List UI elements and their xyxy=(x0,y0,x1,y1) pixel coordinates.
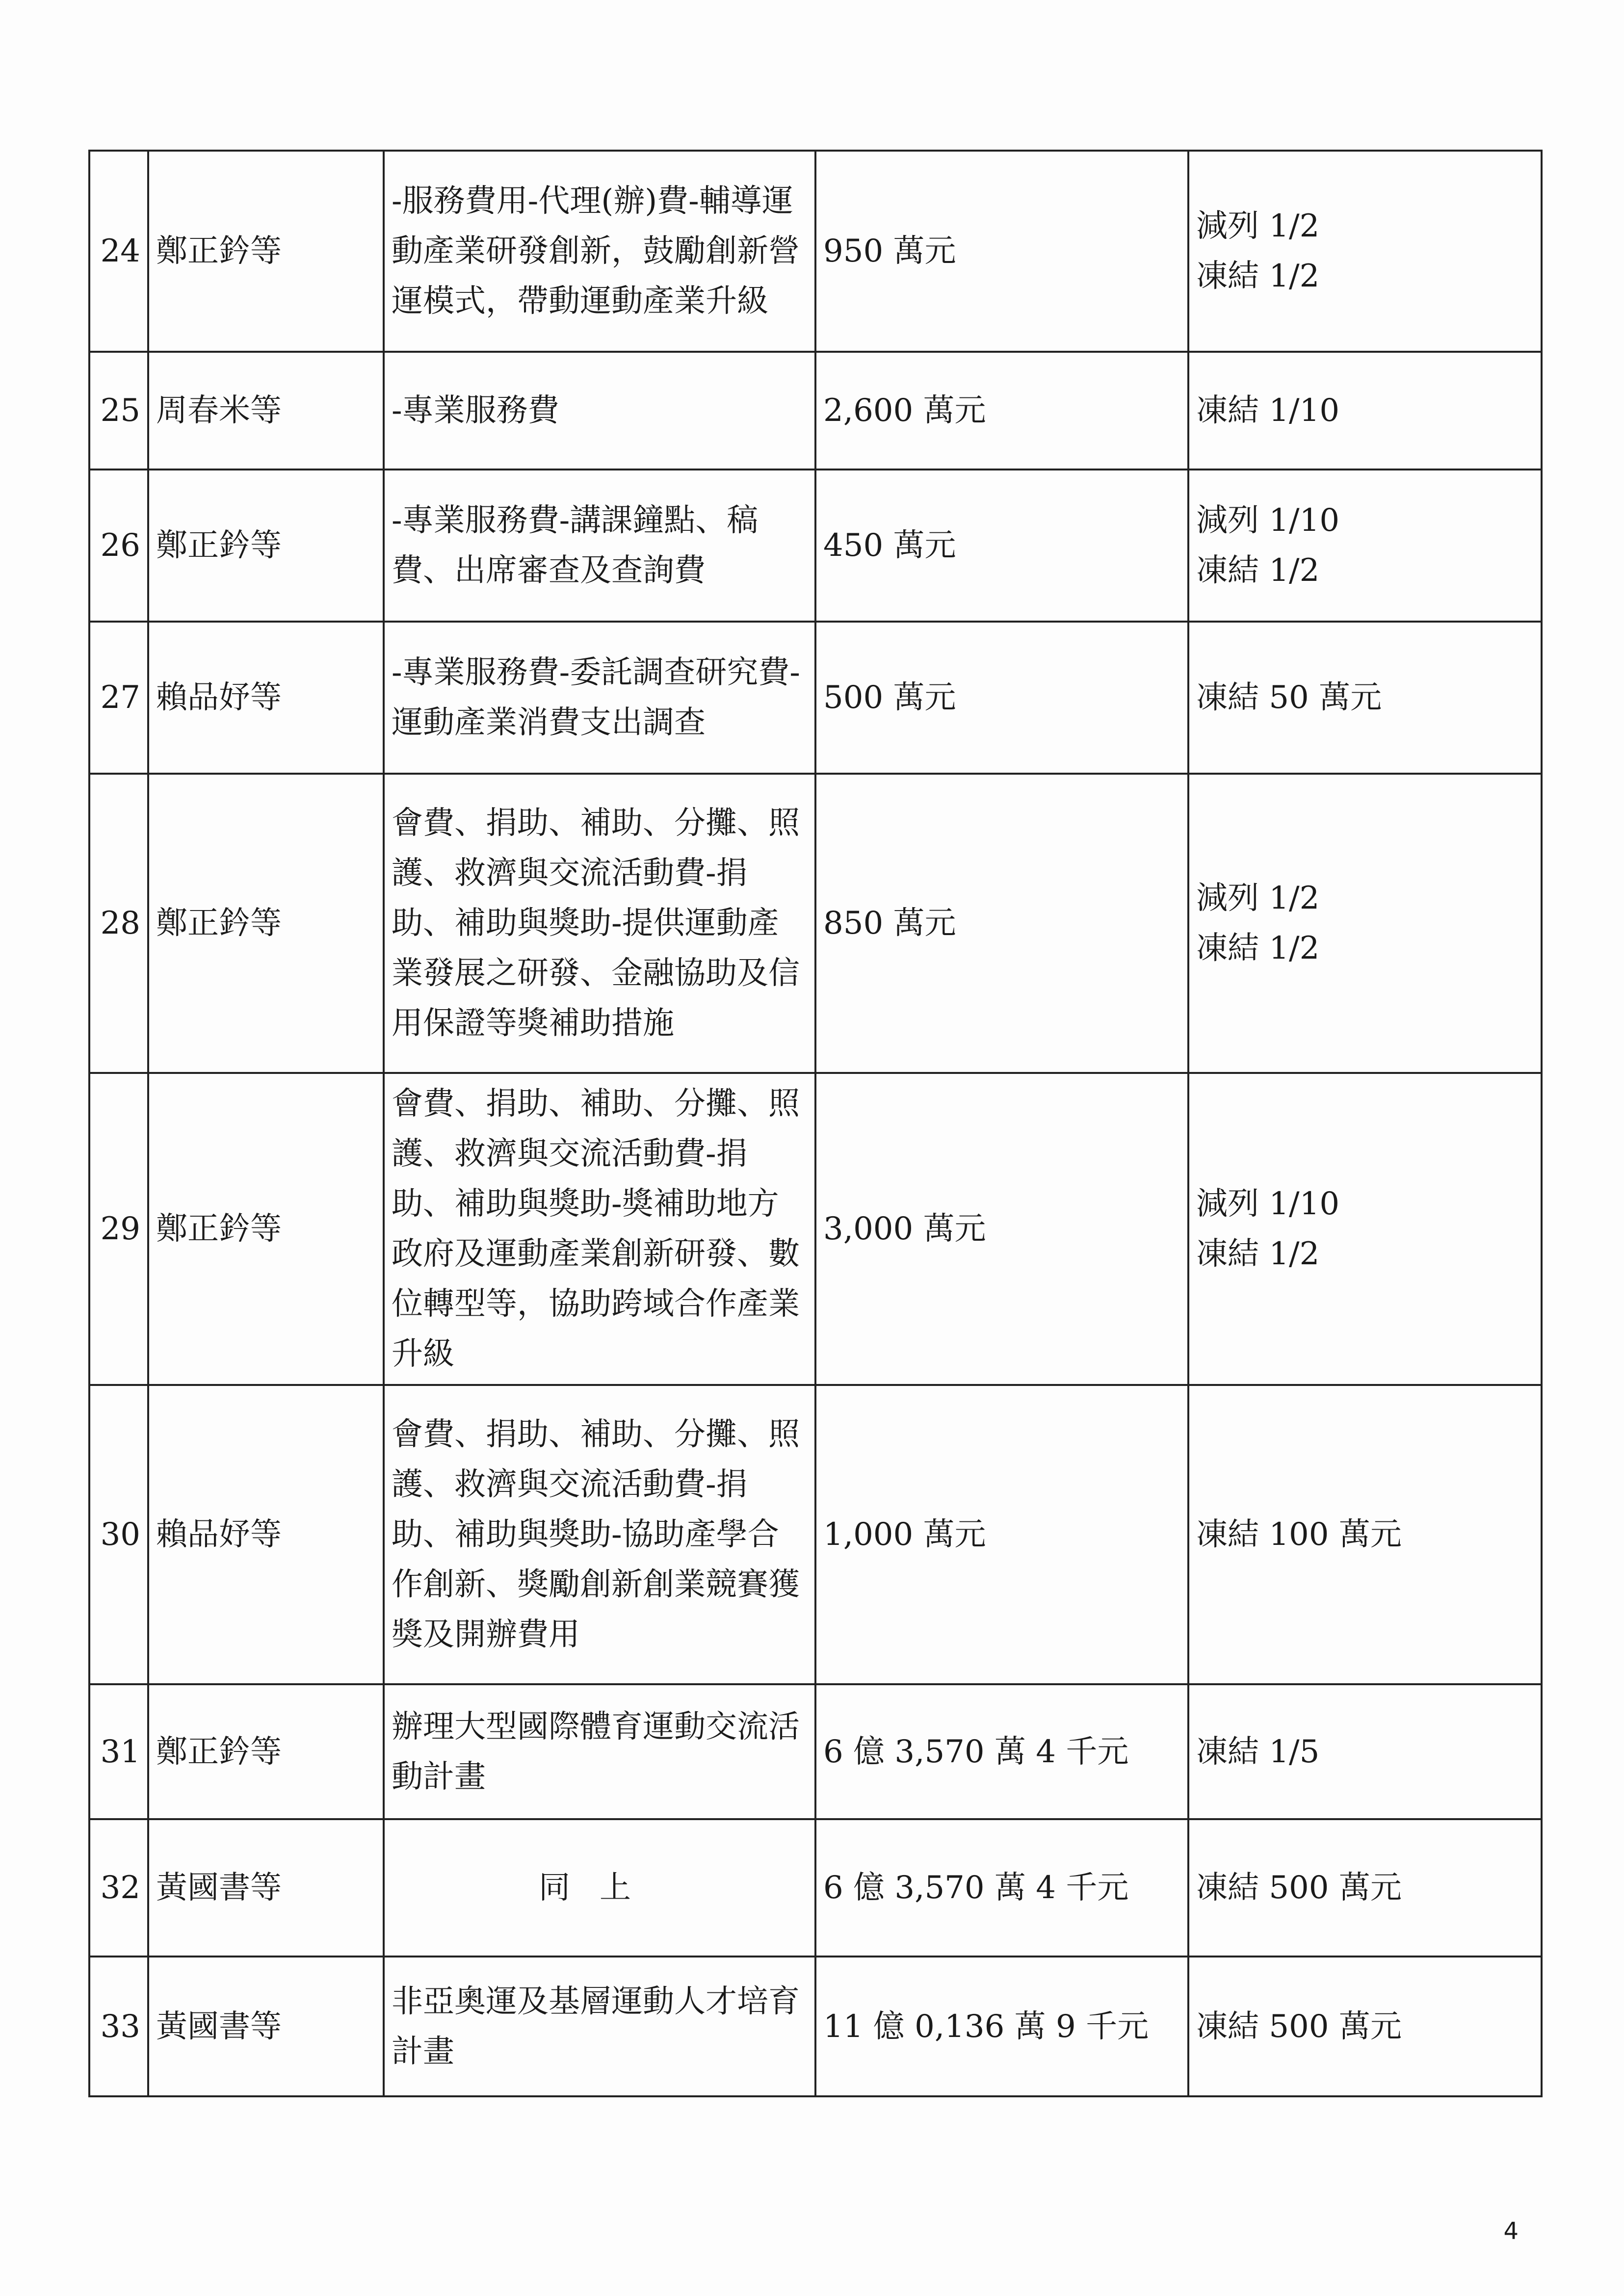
action-line: 凍結 1/10 xyxy=(1196,392,1340,429)
table-row xyxy=(89,622,1542,774)
action-line: 凍結 1/2 xyxy=(1196,258,1320,294)
action-line: 減列 1/10 xyxy=(1196,1186,1340,1222)
row-number: 24 xyxy=(89,151,148,352)
action-cell xyxy=(1188,1385,1542,1684)
action-line: 減列 1/10 xyxy=(1196,502,1340,539)
action-cell xyxy=(1188,774,1542,1073)
item-cell: -專業服務費-委託調查研究費-運動產業消費支出調查 xyxy=(384,622,815,774)
action-cell xyxy=(1188,470,1542,622)
action-line: 減列 1/2 xyxy=(1196,208,1320,244)
amount-cell: 450 萬元 xyxy=(815,470,1188,622)
row-number: 28 xyxy=(89,774,148,1073)
amount-cell: 3,000 萬元 xyxy=(815,1073,1188,1385)
row-number: 27 xyxy=(89,622,148,774)
proposer-cell: 周春米等 xyxy=(148,352,384,470)
action-cell xyxy=(1188,622,1542,774)
action-line: 凍結 1/2 xyxy=(1196,930,1320,966)
document-page xyxy=(88,150,1541,2097)
row-number: 31 xyxy=(89,1684,148,1819)
amount-cell: 500 萬元 xyxy=(815,622,1188,774)
action-line: 凍結 1/2 xyxy=(1196,1236,1320,1272)
item-cell: -專業服務費 xyxy=(384,352,815,470)
proposer-cell: 鄭正鈐等 xyxy=(148,1684,384,1819)
proposer-cell: 賴品妤等 xyxy=(148,622,384,774)
amount-cell: 11 億 0,136 萬 9 千元 xyxy=(815,1957,1188,2096)
row-number: 25 xyxy=(89,352,148,470)
action-line: 凍結 1/5 xyxy=(1196,1733,1320,1770)
action-line: 凍結 500 萬元 xyxy=(1196,1870,1402,1906)
amount-cell: 2,600 萬元 xyxy=(815,352,1188,470)
action-line: 凍結 50 萬元 xyxy=(1196,679,1382,716)
proposer-cell: 鄭正鈐等 xyxy=(148,1073,384,1385)
table-row xyxy=(89,774,1542,1073)
amount-cell: 6 億 3,570 萬 4 千元 xyxy=(815,1684,1188,1819)
row-number: 32 xyxy=(89,1819,148,1957)
table-row xyxy=(89,470,1542,622)
action-cell xyxy=(1188,1819,1542,1957)
row-number: 33 xyxy=(89,1957,148,2096)
action-cell xyxy=(1188,1684,1542,1819)
table-row xyxy=(89,1073,1542,1385)
action-line: 凍結 1/2 xyxy=(1196,552,1320,589)
item-cell: 會費、捐助、補助、分攤、照護、救濟與交流活動費-捐助、補助與獎助-提供運動產業發展之研發、金融協助及信用保證等獎補助措施 xyxy=(384,774,815,1073)
action-line: 凍結 100 萬元 xyxy=(1196,1516,1402,1553)
row-number: 30 xyxy=(89,1385,148,1684)
proposer-cell: 黃國書等 xyxy=(148,1957,384,2096)
action-cell xyxy=(1188,1957,1542,2096)
amount-cell: 950 萬元 xyxy=(815,151,1188,352)
item-cell: -服務費用-代理(辦)費-輔導運動產業研發創新，鼓勵創新營運模式，帶動運動產業升級 xyxy=(384,151,815,352)
table-row xyxy=(89,1385,1542,1684)
proposer-cell: 鄭正鈐等 xyxy=(148,470,384,622)
proposer-cell: 賴品妤等 xyxy=(148,1385,384,1684)
row-number: 29 xyxy=(89,1073,148,1385)
proposer-cell: 黃國書等 xyxy=(148,1819,384,1957)
action-cell xyxy=(1188,1073,1542,1385)
table-row xyxy=(89,352,1542,470)
proposer-cell: 鄭正鈐等 xyxy=(148,151,384,352)
action-line: 凍結 500 萬元 xyxy=(1196,2008,1402,2045)
item-cell: -專業服務費-講課鐘點、稿費、出席審查及查詢費 xyxy=(384,470,815,622)
action-cell xyxy=(1188,151,1542,352)
amount-cell: 1,000 萬元 xyxy=(815,1385,1188,1684)
page-number: 4 xyxy=(1503,2218,1519,2245)
table-row xyxy=(89,151,1542,352)
item-cell: 辦理大型國際體育運動交流活動計畫 xyxy=(384,1684,815,1819)
amount-cell: 850 萬元 xyxy=(815,774,1188,1073)
action-line: 減列 1/2 xyxy=(1196,880,1320,916)
table-row xyxy=(89,1957,1542,2096)
action-cell xyxy=(1188,352,1542,470)
row-number: 26 xyxy=(89,470,148,622)
table-row xyxy=(89,1819,1542,1957)
item-cell: 同上 xyxy=(384,1819,815,1957)
proposer-cell: 鄭正鈐等 xyxy=(148,774,384,1073)
item-cell: 非亞奧運及基層運動人才培育計畫 xyxy=(384,1957,815,2096)
budget-table xyxy=(88,150,1543,2097)
amount-cell: 6 億 3,570 萬 4 千元 xyxy=(815,1819,1188,1957)
item-cell: 會費、捐助、補助、分攤、照護、救濟與交流活動費-捐助、補助與獎助-獎補助地方政府及運動產業創新研發、數位轉型等，協助跨域合作產業升級 xyxy=(384,1073,815,1385)
item-cell: 會費、捐助、補助、分攤、照護、救濟與交流活動費-捐助、補助與獎助-協助產學合作創新、獎勵創新創業競賽獲獎及開辦費用 xyxy=(384,1385,815,1684)
table-row xyxy=(89,1684,1542,1819)
